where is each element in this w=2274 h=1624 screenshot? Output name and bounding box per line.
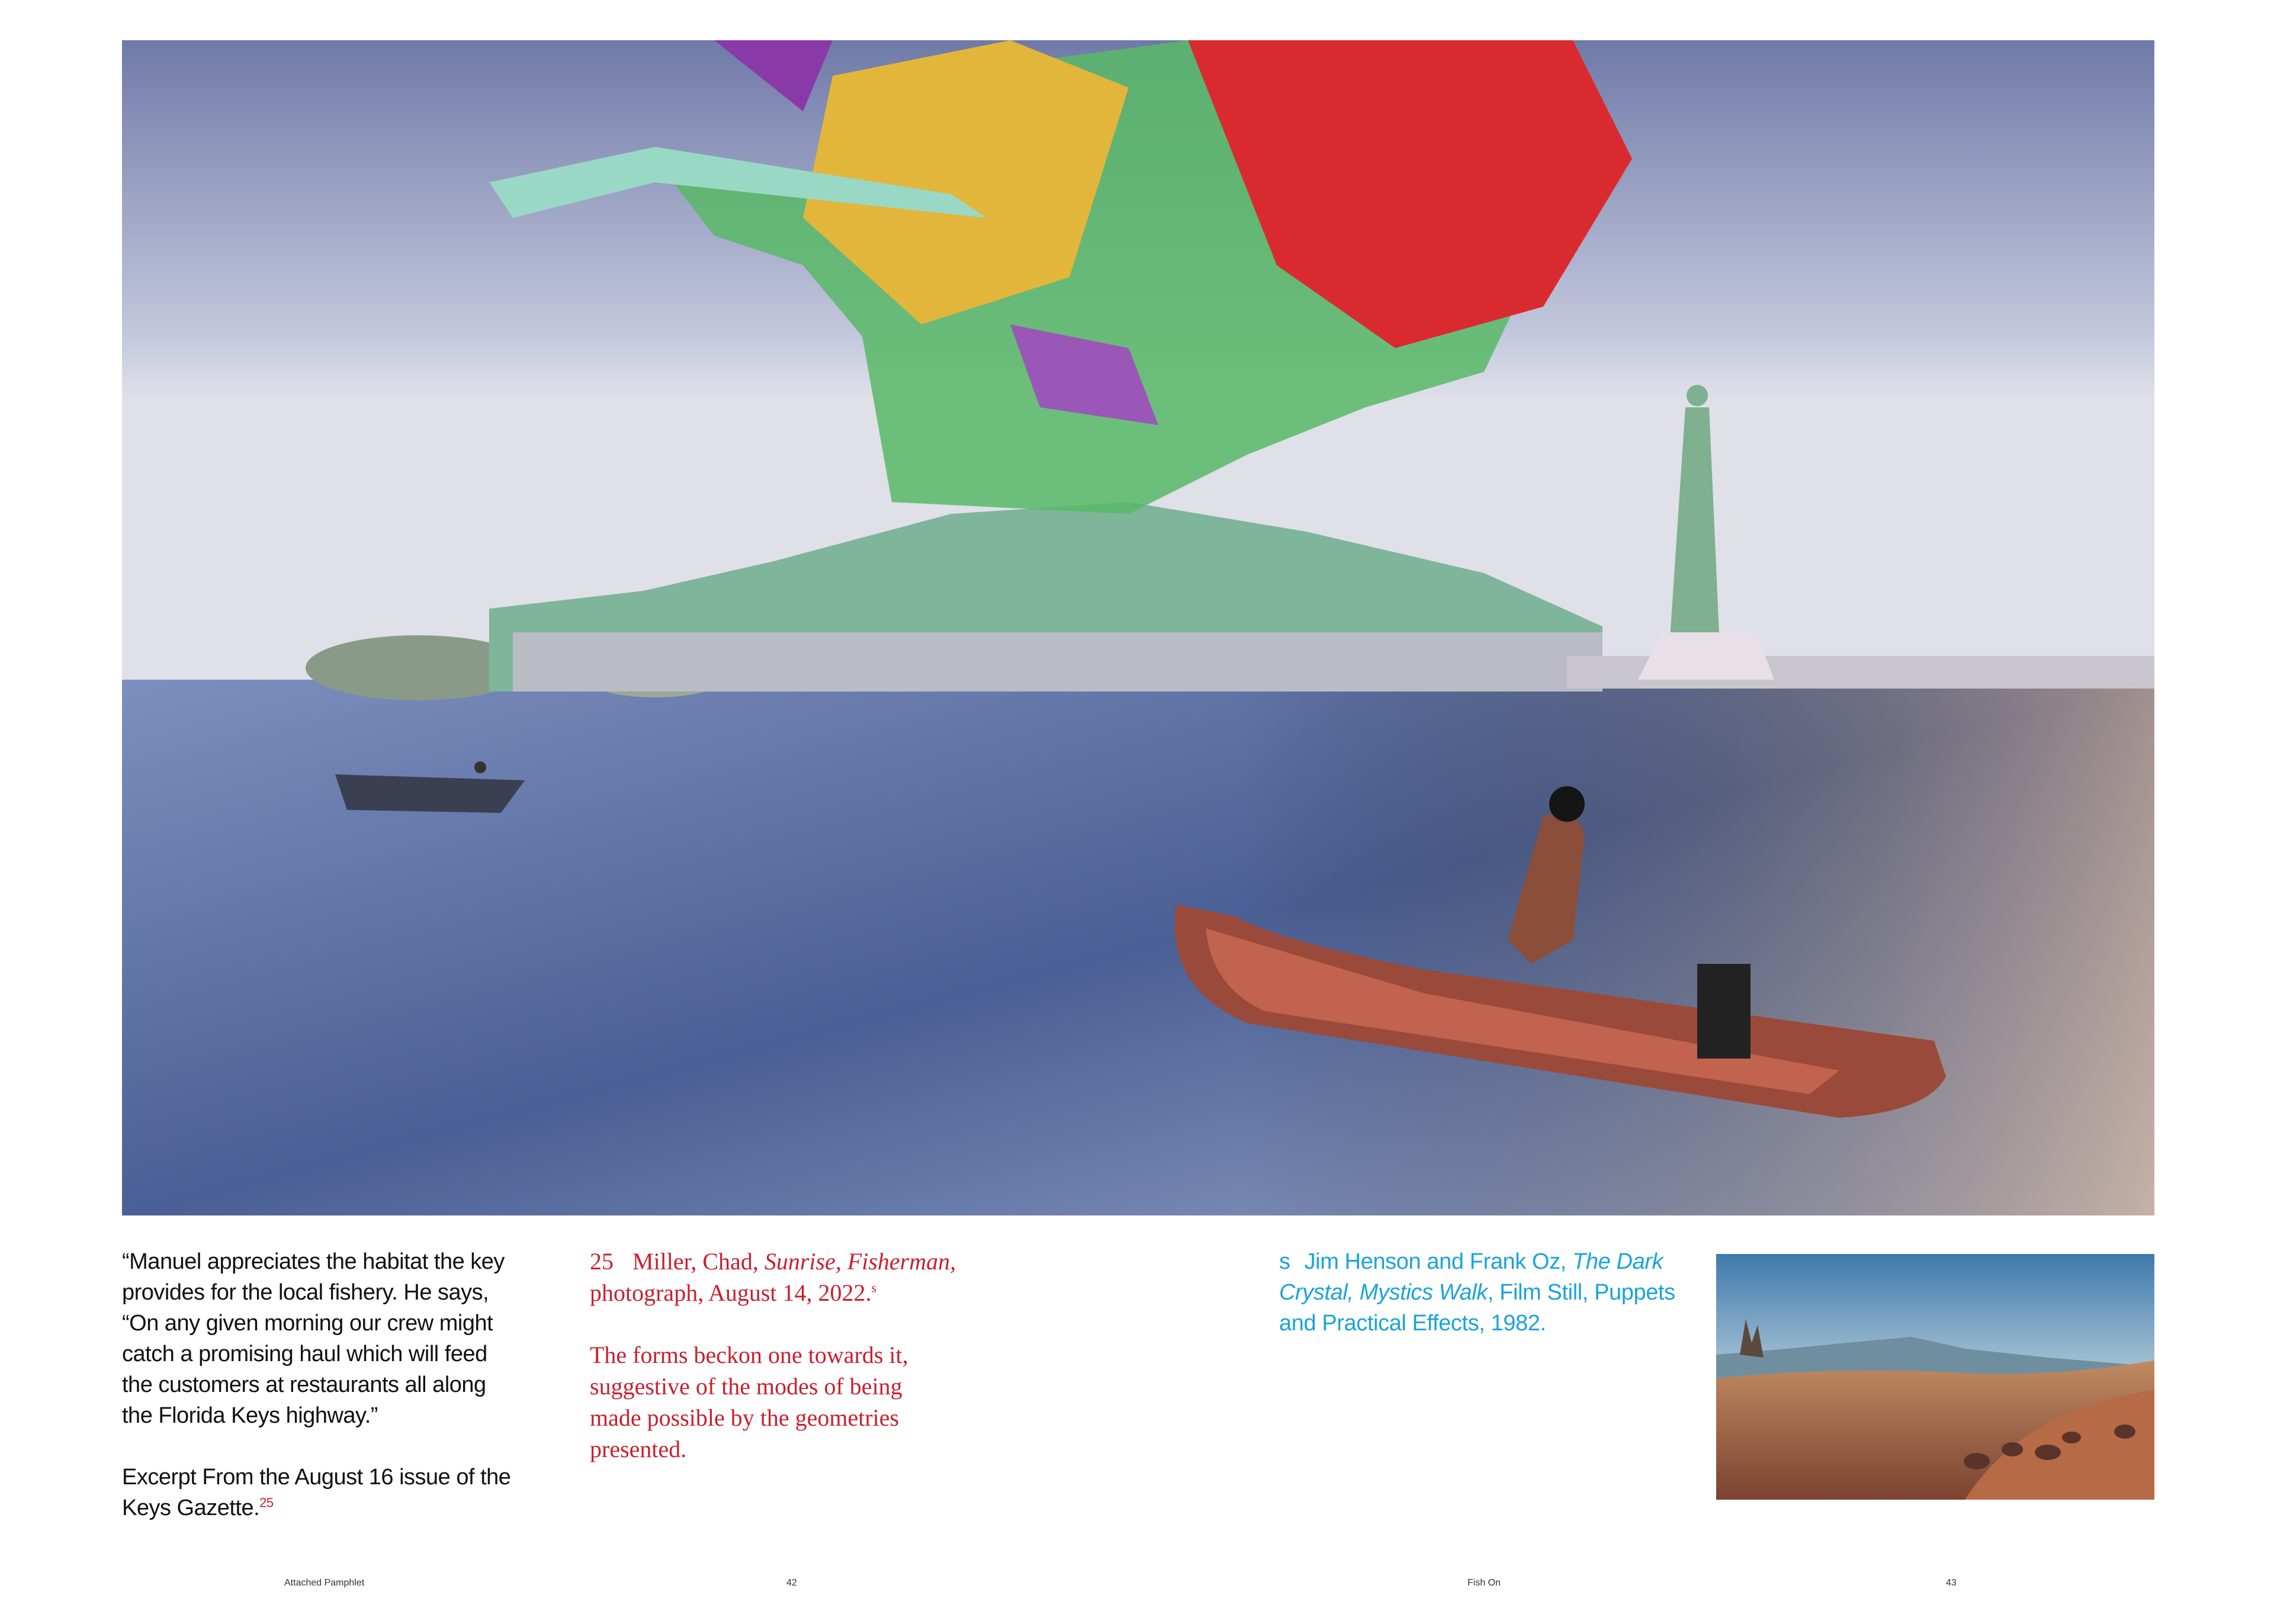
page-number-left: 42 xyxy=(786,1578,797,1588)
quote-line: the customers at restaurants all along xyxy=(122,1372,486,1397)
caption-line: presented. xyxy=(590,1436,687,1462)
credit-line xyxy=(1279,1277,1706,1308)
footer-section-right: Fish On xyxy=(1467,1578,1501,1588)
quote-line: catch a promising haul which will feed xyxy=(122,1342,487,1366)
footnote-sup: s xyxy=(871,1280,877,1295)
credit-title: Crystal, Mystics Walk xyxy=(1279,1280,1488,1305)
excerpt-line: Excerpt From the August 16 issue of the xyxy=(122,1465,511,1490)
credit-text: Jim Henson and Frank Oz, xyxy=(1304,1249,1573,1274)
footnote-number: 25 xyxy=(590,1248,614,1275)
credit-title: The Dark xyxy=(1572,1249,1663,1274)
footnote-block xyxy=(590,1246,1040,1465)
quote-line: provides for the local fishery. He says, xyxy=(122,1280,489,1305)
footnote-line xyxy=(590,1277,1040,1308)
caption-line: made possible by the geometries xyxy=(590,1404,900,1431)
paragraph-gap xyxy=(590,1308,1040,1339)
footnote-detail: photograph, August 14, 2022. xyxy=(590,1279,872,1306)
footer-section-left: Attached Pamphlet xyxy=(284,1578,365,1588)
excerpt-source xyxy=(122,1493,548,1523)
quote-line: “On any given morning our crew might xyxy=(122,1311,493,1336)
main-render-image xyxy=(122,40,2154,1215)
caption-line: The forms beckon one towards it, xyxy=(590,1342,908,1368)
excerpt-line: Keys Gazette. xyxy=(122,1496,260,1520)
credit-line xyxy=(1279,1246,1706,1277)
caption-line: suggestive of the modes of being xyxy=(590,1373,902,1400)
footnote-title: Sunrise, Fisherman, xyxy=(764,1248,956,1275)
quote-line: “Manuel appreciates the habitat the key xyxy=(122,1249,505,1274)
footnote-author: Miller, Chad, xyxy=(632,1248,765,1275)
footnote-line xyxy=(590,1246,1040,1277)
image-credit xyxy=(1279,1246,1706,1339)
paragraph-gap xyxy=(122,1431,548,1462)
page-number-right: 43 xyxy=(1946,1578,1957,1588)
quote-paragraph xyxy=(122,1246,548,1523)
credit-line: and Practical Effects, 1982. xyxy=(1279,1311,1546,1336)
credit-text: , Film Still, Puppets xyxy=(1487,1280,1675,1305)
footnote-ref: 25 xyxy=(259,1495,274,1510)
quote-line: the Florida Keys highway.” xyxy=(122,1403,378,1428)
credit-prefix: s xyxy=(1279,1249,1290,1274)
film-still-image xyxy=(1716,1254,2154,1500)
